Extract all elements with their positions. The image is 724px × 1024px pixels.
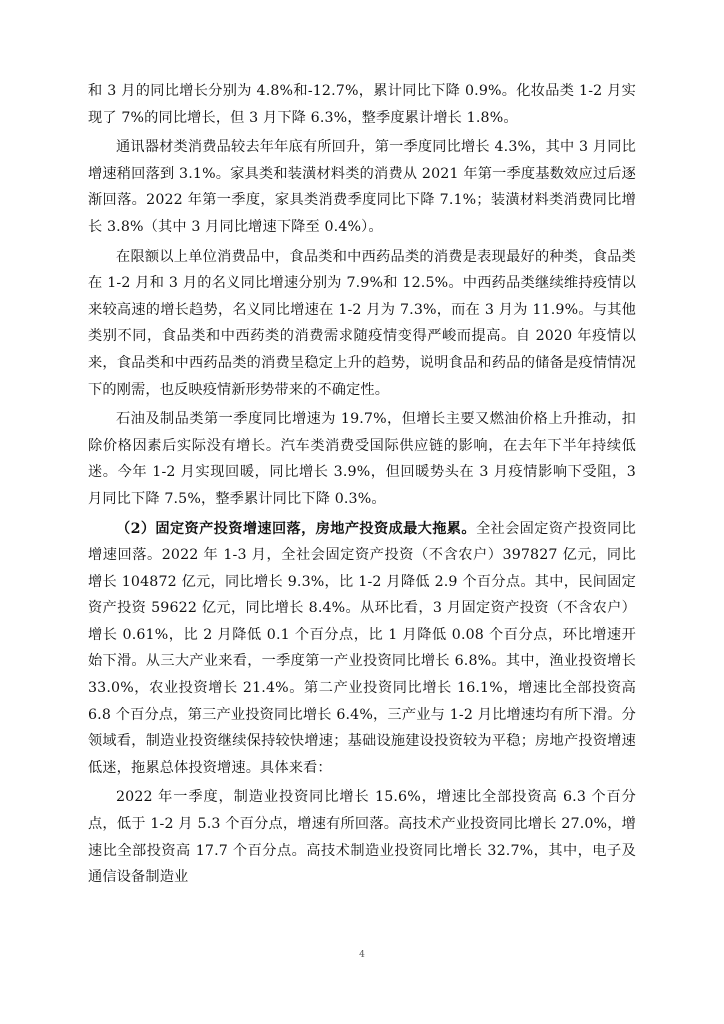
paragraph-text: 在限额以上单位消费品中，食品类和中西药品类的消费是表现最好的种类，食品类在 1-2 月和 3 月的名义同比增速分别为 7.9%和 12.5%。中西药品类继续维持疫情以来较高速的增长趋势，名义同比增速在 1-2 月为 7.3%，而在 3 月为 11.9%。与其他类别不同，食品类和中西药类的消费需求随疫情变得严峻而提高。自 2020 年疫情以来，食品类和中西药品类的消费呈稳定上升的趋势，说明食品和药品的储备是疫情情况下的刚需，也反映疫情新形势带来的不确定性。 <box>88 248 636 398</box>
paragraph-text: 和 3 月的同比增长分别为 4.8%和-12.7%，累计同比下降 0.9%。化妆品类 1-2 月实现了 7%的同比增长，但 3 月下降 6.3%，整季度累计增长 1.8%。 <box>88 83 636 126</box>
page-number: 4 <box>359 950 365 960</box>
paragraph-oil-auto <box>88 406 636 512</box>
paragraph-communication-furniture <box>88 134 636 240</box>
paragraph-retail-cosmetics <box>88 78 636 131</box>
section-heading: （2）固定资产投资增速回落，房地产投资成最大拖累。 <box>116 520 476 537</box>
paragraph-manufacturing-investment <box>88 784 636 890</box>
paragraph-fixed-asset-investment <box>88 516 636 782</box>
document-body <box>88 78 636 891</box>
paragraph-text: 全社会固定资产投资同比增速回落。2022 年 1-3 月，全社会固定资产投资（不含农户）397827 亿元，同比增长 104872 亿元，同比增长 9.3%，比 1-2 月降低 2.9 个百分点。其中，民间固定资产投资 59622 亿元，同比增长 8.4%。从环比看，3 月固定资产投资（不含农户）增长 0.61%，比 2 月降低 0.1 个百分点，比 1 月降低 0.08 个百分点，环比增速开始下滑。从三大产业来看，一季度第一产业投资同比增长 6.8%。其中，渔业投资增长 33.0%，农业投资增长 21.4%。第二产业投资同比增长 16.1%，增速比全部投资高 6.8 个百分点，第三产业投资同比增长 6.4%，三产业与 1-2 月比增速均有所下滑。分领域看，制造业投资继续保持较快增速；基础设施建设投资较为平稳；房地产投资增速低迷，拖累总体投资增速。具体来看： <box>88 520 636 776</box>
paragraph-text: 石油及制品类第一季度同比增速为 19.7%，但增长主要又燃油价格上升推动，扣除价格因素后实际没有增长。汽车类消费受国际供应链的影响，在去年下半年持续低迷。今年 1-2 月实现回暖，同比增长 3.9%，但回暖势头在 3 月疫情影响下受阻，3 月同比下降 7.5%，整季累计同比下降 0.3%。 <box>88 411 636 507</box>
paragraph-food-medicine <box>88 244 636 404</box>
paragraph-text: 2022 年一季度，制造业投资同比增长 15.6%，增速比全部投资高 6.3 个百分点，低于 1-2 月 5.3 个百分点，增速有所回落。高技术产业投资同比增长 27.0%，增速比全部投资高 17.7 个百分点。高技术制造业投资同比增长 32.7%，其中，电子及通信设备制造业 <box>88 789 636 886</box>
paragraph-text: 通讯器材类消费品较去年年底有所回升，第一季度同比增长 4.3%，其中 3 月同比增速稍回落到 3.1%。家具类和装潢材料类的消费从 2021 年第一季度基数效应过后逐渐回落。2022 年第一季度，家具类消费季度同比下降 7.1%；装潢材料类消费同比增长 3.8%（其中 3 月同比增速下降至 0.4%）。 <box>88 139 636 235</box>
